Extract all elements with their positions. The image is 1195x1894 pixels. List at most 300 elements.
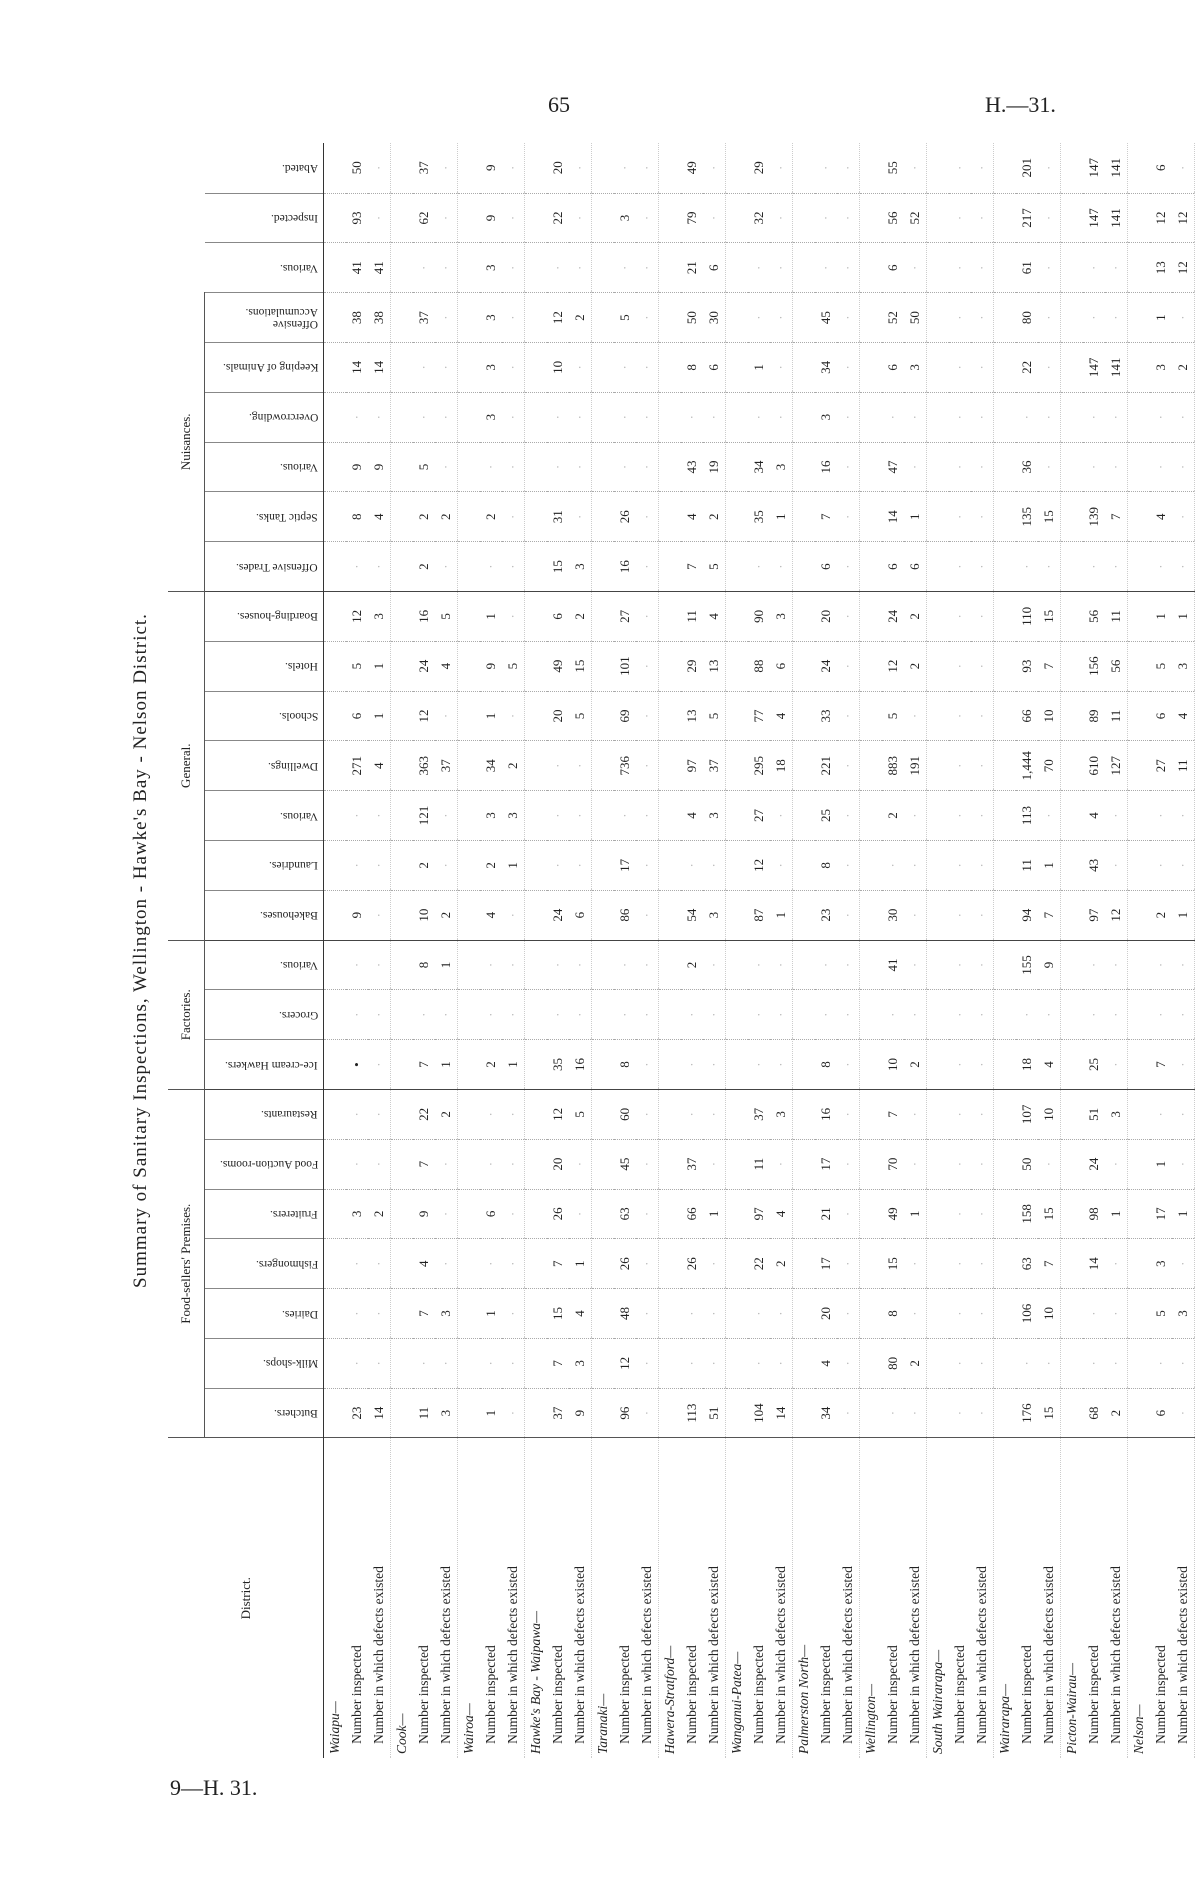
table-cell: 79 — [681, 193, 703, 243]
table-cell — [793, 691, 816, 741]
table-cell: 610 — [1083, 741, 1105, 791]
table-cell: · — [703, 1040, 726, 1090]
inspection-table-wrapper — [168, 143, 1190, 1758]
row-label-text: Number in which defects existed — [438, 1566, 453, 1754]
table-cell: · — [502, 243, 525, 293]
table-cell: · — [904, 1289, 927, 1339]
table-cell: 38 — [368, 293, 391, 343]
table-cell: · — [1083, 542, 1105, 592]
table-cell: · — [636, 1089, 659, 1139]
table-cell: · — [368, 143, 391, 193]
table-cell — [860, 243, 883, 293]
table-cell: 271 — [346, 741, 368, 791]
table-cell: 3 — [1105, 1089, 1128, 1139]
table-cell — [592, 1040, 615, 1090]
table-cell — [927, 1239, 950, 1289]
table-cell — [391, 791, 414, 841]
table-cell: 80 — [1016, 293, 1038, 343]
table-cell: 7 — [1038, 1239, 1061, 1289]
table-cell: · — [1150, 542, 1172, 592]
district-name: Hawke's Bay - Waipawa— — [525, 1438, 548, 1758]
table-cell: 2 — [480, 840, 502, 890]
table-cell — [458, 392, 481, 442]
table-cell: · — [636, 243, 659, 293]
table-cell: · — [837, 591, 860, 641]
table-cell — [927, 243, 950, 293]
table-cell — [927, 1139, 950, 1189]
column-header — [205, 293, 324, 343]
table-cell: 2 — [368, 1189, 391, 1239]
table-row — [502, 143, 525, 1758]
table-cell — [1061, 840, 1084, 890]
table-cell: · — [837, 1089, 860, 1139]
table-cell: · — [837, 392, 860, 442]
table-cell: · — [949, 940, 971, 990]
table-cell: 5 — [502, 641, 525, 691]
table-cell: · — [435, 442, 458, 492]
table-cell: · — [949, 492, 971, 542]
row-label — [569, 1438, 592, 1758]
table-cell: · — [1150, 1338, 1172, 1388]
table-cell: · — [837, 990, 860, 1040]
table-cell — [994, 1239, 1017, 1289]
table-cell: · — [770, 193, 793, 243]
district-name-row — [592, 143, 615, 1758]
table-cell: 3 — [480, 243, 502, 293]
table-cell: · — [837, 1189, 860, 1239]
table-cell: · — [703, 840, 726, 890]
table-cell: 2 — [413, 840, 435, 890]
table-cell — [994, 990, 1017, 1040]
table-cell: 9 — [368, 442, 391, 492]
table-cell: · — [636, 840, 659, 890]
table-cell — [391, 691, 414, 741]
table-cell — [659, 1388, 682, 1438]
table-cell — [927, 542, 950, 592]
table-cell: · — [837, 542, 860, 592]
table-cell: 43 — [681, 442, 703, 492]
table-cell: · — [502, 1139, 525, 1189]
district-name-row — [525, 143, 548, 1758]
row-label-text: Number in which defects existed — [706, 1566, 721, 1754]
table-cell — [994, 193, 1017, 243]
district-name-row — [1128, 143, 1151, 1758]
table-cell: 4 — [815, 1338, 837, 1388]
table-cell: 2 — [435, 890, 458, 940]
table-cell: 62 — [413, 193, 435, 243]
table-cell: 3 — [770, 591, 793, 641]
table-cell: 11 — [681, 591, 703, 641]
table-cell: 15 — [547, 1289, 569, 1339]
table-cell — [659, 1239, 682, 1289]
table-cell: 77 — [748, 691, 770, 741]
table-cell: 5 — [435, 591, 458, 641]
table-cell: · — [1172, 1388, 1195, 1438]
table-cell: 70 — [882, 1139, 904, 1189]
column-header-label: Inspected. — [271, 211, 318, 224]
table-cell: · — [904, 1388, 927, 1438]
table-cell — [1128, 492, 1151, 542]
table-cell — [324, 1040, 347, 1090]
column-header — [205, 1189, 324, 1239]
table-cell — [1061, 1189, 1084, 1239]
table-cell — [1061, 1239, 1084, 1289]
table-cell: 56 — [1105, 641, 1128, 691]
table-cell: 49 — [547, 641, 569, 691]
table-cell: 3 — [1172, 641, 1195, 691]
table-cell: 69 — [614, 691, 636, 741]
table-cell — [659, 492, 682, 542]
table-cell: 7 — [413, 1289, 435, 1339]
table-cell — [726, 1338, 749, 1388]
table-cell: 107 — [1016, 1089, 1038, 1139]
table-cell: 66 — [681, 1189, 703, 1239]
table-cell: 363 — [413, 741, 435, 791]
table-cell — [1128, 691, 1151, 741]
table-cell: · — [636, 1338, 659, 1388]
table-cell — [659, 1089, 682, 1139]
table-cell: · — [971, 1189, 994, 1239]
table-cell: · — [770, 940, 793, 990]
table-cell: · — [949, 691, 971, 741]
table-cell — [927, 1089, 950, 1139]
table-cell — [1061, 1338, 1084, 1388]
table-cell: · — [837, 193, 860, 243]
table-cell: · — [748, 990, 770, 1040]
table-cell — [726, 691, 749, 741]
table-cell — [1061, 293, 1084, 343]
table-cell — [592, 342, 615, 392]
table-cell — [860, 791, 883, 841]
column-header-label: Bakehouses. — [260, 909, 318, 922]
table-cell: · — [636, 342, 659, 392]
table-cell: 3 — [480, 293, 502, 343]
table-cell: 12 — [614, 1338, 636, 1388]
table-cell: 3 — [480, 791, 502, 841]
table-cell: 2 — [1150, 890, 1172, 940]
table-cell — [525, 193, 548, 243]
table-cell: · — [770, 342, 793, 392]
table-cell: 70 — [1038, 741, 1061, 791]
table-cell: 12 — [1172, 193, 1195, 243]
table-cell: · — [837, 243, 860, 293]
table-cell: 6 — [815, 542, 837, 592]
table-row — [368, 143, 391, 1758]
table-cell: 6 — [904, 542, 927, 592]
table-cell: · — [614, 342, 636, 392]
table-cell: · — [1172, 392, 1195, 442]
table-cell — [659, 542, 682, 592]
table-cell — [592, 442, 615, 492]
table-cell: · — [949, 990, 971, 1040]
table-cell — [1061, 1139, 1084, 1189]
table-cell: · — [1038, 392, 1061, 442]
table-row — [1105, 143, 1128, 1758]
table-cell: · — [949, 1089, 971, 1139]
table-cell: 2 — [480, 1040, 502, 1090]
table-cell — [793, 990, 816, 1040]
table-cell: 90 — [748, 591, 770, 641]
table-cell — [860, 143, 883, 193]
table-cell — [592, 392, 615, 442]
table-cell: · — [614, 791, 636, 841]
table-cell: · — [435, 193, 458, 243]
table-cell — [927, 890, 950, 940]
table-cell — [860, 691, 883, 741]
table-cell: 31 — [547, 492, 569, 542]
table-cell: · — [502, 940, 525, 990]
table-cell — [458, 741, 481, 791]
table-cell: 7 — [815, 492, 837, 542]
table-cell: 22 — [1016, 342, 1038, 392]
table-cell — [793, 1338, 816, 1388]
table-cell: 1 — [502, 840, 525, 890]
column-header — [205, 1289, 324, 1339]
table-cell: · — [748, 1289, 770, 1339]
table-cell: 11 — [1105, 591, 1128, 641]
table-cell: · — [1016, 1338, 1038, 1388]
table-cell: 14 — [368, 342, 391, 392]
row-label — [837, 1438, 860, 1758]
table-cell: · — [904, 1239, 927, 1289]
table-cell — [458, 1289, 481, 1339]
row-label — [1172, 1438, 1195, 1758]
table-cell — [726, 1139, 749, 1189]
table-cell — [927, 940, 950, 990]
district-name: Taranaki— — [592, 1438, 615, 1758]
table-cell — [927, 1289, 950, 1339]
table-cell — [592, 293, 615, 343]
table-cell — [927, 990, 950, 1040]
column-header — [205, 940, 324, 990]
table-cell: · — [949, 392, 971, 442]
row-label — [748, 1438, 770, 1758]
table-cell: 8 — [815, 840, 837, 890]
table-cell: · — [815, 990, 837, 1040]
table-cell — [324, 840, 347, 890]
table-cell: · — [480, 542, 502, 592]
table-cell: 4 — [480, 890, 502, 940]
table-cell: 12 — [547, 1089, 569, 1139]
table-cell: 49 — [882, 1189, 904, 1239]
table-cell: 5 — [1150, 641, 1172, 691]
table-cell — [458, 1239, 481, 1289]
table-cell — [994, 1388, 1017, 1438]
table-row — [547, 143, 569, 1758]
row-label-text: Number inspected — [952, 1645, 967, 1754]
table-cell: 8 — [882, 1289, 904, 1339]
table-cell — [324, 293, 347, 343]
table-cell: 20 — [815, 1289, 837, 1339]
table-cell: 45 — [815, 293, 837, 343]
column-header — [205, 542, 324, 592]
table-cell: · — [703, 193, 726, 243]
row-label — [1083, 1438, 1105, 1758]
table-cell: · — [1172, 492, 1195, 542]
table-cell — [1061, 1040, 1084, 1090]
row-label — [681, 1438, 703, 1758]
table-cell: 43 — [1083, 840, 1105, 890]
table-cell — [860, 641, 883, 691]
table-cell: · — [837, 791, 860, 841]
row-label-text: Number in which defects existed — [773, 1566, 788, 1754]
table-cell: 6 — [1150, 691, 1172, 741]
table-cell — [1128, 1139, 1151, 1189]
table-cell — [927, 840, 950, 890]
table-cell: 6 — [346, 691, 368, 741]
table-cell — [458, 342, 481, 392]
table-cell: · — [971, 1040, 994, 1090]
table-cell — [391, 741, 414, 791]
table-cell: 1 — [480, 1289, 502, 1339]
table-cell: 9 — [569, 1388, 592, 1438]
table-cell: · — [569, 990, 592, 1040]
table-cell — [793, 1139, 816, 1189]
table-cell: · — [703, 990, 726, 1040]
table-row — [1172, 143, 1195, 1758]
table-cell: · — [971, 1289, 994, 1339]
table-cell: 9 — [480, 193, 502, 243]
row-label-text: Number inspected — [1153, 1645, 1168, 1754]
table-cell: 1 — [770, 890, 793, 940]
table-cell: 87 — [748, 890, 770, 940]
row-label-text: Number inspected — [885, 1645, 900, 1754]
table-cell — [592, 890, 615, 940]
table-cell: · — [502, 392, 525, 442]
table-cell: · — [346, 1338, 368, 1388]
table-cell — [458, 492, 481, 542]
table-cell: · — [413, 392, 435, 442]
table-row — [569, 143, 592, 1758]
table-cell: 66 — [1016, 691, 1038, 741]
table-cell: · — [770, 1040, 793, 1090]
district-header: District. — [168, 1438, 324, 1758]
table-cell — [994, 392, 1017, 442]
table-cell: 93 — [1016, 641, 1038, 691]
row-label — [480, 1438, 502, 1758]
table-cell: 5 — [614, 293, 636, 343]
table-cell: 6 — [569, 890, 592, 940]
table-cell: · — [368, 1338, 391, 1388]
table-cell — [927, 193, 950, 243]
table-cell — [324, 741, 347, 791]
table-cell: 3 — [435, 1289, 458, 1339]
document-reference: H.—31. — [985, 92, 1056, 117]
table-cell: · — [904, 791, 927, 841]
table-cell: · — [1038, 791, 1061, 841]
table-cell: 30 — [703, 293, 726, 343]
table-cell — [592, 641, 615, 691]
column-header — [205, 840, 324, 890]
table-cell: 20 — [547, 143, 569, 193]
table-cell: 94 — [1016, 890, 1038, 940]
table-cell: · — [971, 741, 994, 791]
table-cell: 36 — [1016, 442, 1038, 492]
table-cell: · — [636, 392, 659, 442]
table-cell — [525, 1388, 548, 1438]
table-cell: 1 — [480, 591, 502, 641]
table-cell: 1 — [1150, 1139, 1172, 1189]
table-cell — [726, 1089, 749, 1139]
table-cell — [391, 542, 414, 592]
table-cell — [860, 1388, 883, 1438]
table-cell: · — [971, 840, 994, 890]
column-header-label: Various. — [279, 261, 318, 274]
sanitary-inspections-table — [168, 143, 1195, 1758]
table-cell: · — [1105, 442, 1128, 492]
table-cell: · — [837, 1388, 860, 1438]
table-cell: 1 — [703, 1189, 726, 1239]
column-header — [205, 442, 324, 492]
table-cell: · — [1038, 193, 1061, 243]
table-cell: · — [837, 1239, 860, 1289]
table-cell: 41 — [346, 243, 368, 293]
table-cell — [1128, 1388, 1151, 1438]
table-cell — [659, 293, 682, 343]
table-cell: 52 — [882, 293, 904, 343]
table-cell: 3 — [368, 591, 391, 641]
table-cell: · — [770, 990, 793, 1040]
row-label — [815, 1438, 837, 1758]
table-cell: 26 — [614, 492, 636, 542]
table-cell: 15 — [882, 1239, 904, 1289]
table-cell: 1 — [1172, 1189, 1195, 1239]
table-cell — [592, 193, 615, 243]
table-cell — [324, 890, 347, 940]
column-header — [205, 691, 324, 741]
table-cell: 61 — [1016, 243, 1038, 293]
table-cell: 20 — [815, 591, 837, 641]
table-cell: · — [1150, 442, 1172, 492]
table-cell: · — [614, 143, 636, 193]
table-cell: 3 — [346, 1189, 368, 1239]
table-cell: 4 — [1083, 791, 1105, 841]
table-cell: 41 — [368, 243, 391, 293]
table-cell — [793, 940, 816, 990]
district-name: Wanganui-Patea— — [726, 1438, 749, 1758]
table-cell — [525, 442, 548, 492]
table-cell: 50 — [346, 143, 368, 193]
row-label — [971, 1438, 994, 1758]
table-cell: 2 — [703, 492, 726, 542]
group-header: Nuisances. — [168, 293, 205, 592]
table-cell: 20 — [547, 1139, 569, 1189]
row-label-text: Number in which defects existed — [639, 1566, 654, 1754]
table-cell: 5 — [569, 1089, 592, 1139]
column-header-label: Hotels. — [285, 660, 318, 673]
table-cell: · — [770, 1338, 793, 1388]
table-cell — [994, 591, 1017, 641]
table-cell: · — [748, 293, 770, 343]
row-label-text: Number in which defects existed — [371, 1566, 386, 1754]
table-cell — [860, 193, 883, 243]
table-cell — [1061, 1289, 1084, 1339]
column-header — [205, 641, 324, 691]
table-cell: · — [904, 1139, 927, 1189]
table-cell: · — [636, 293, 659, 343]
table-cell: · — [971, 791, 994, 841]
row-label — [703, 1438, 726, 1758]
table-cell: 191 — [904, 741, 927, 791]
table-cell — [793, 342, 816, 392]
table-cell: · — [636, 1139, 659, 1189]
table-cell — [726, 1388, 749, 1438]
table-cell: · — [904, 691, 927, 741]
table-cell: · — [368, 1139, 391, 1189]
table-cell — [324, 591, 347, 641]
table-cell — [391, 143, 414, 193]
footer-reference: 9—H. 31. — [170, 1775, 258, 1800]
